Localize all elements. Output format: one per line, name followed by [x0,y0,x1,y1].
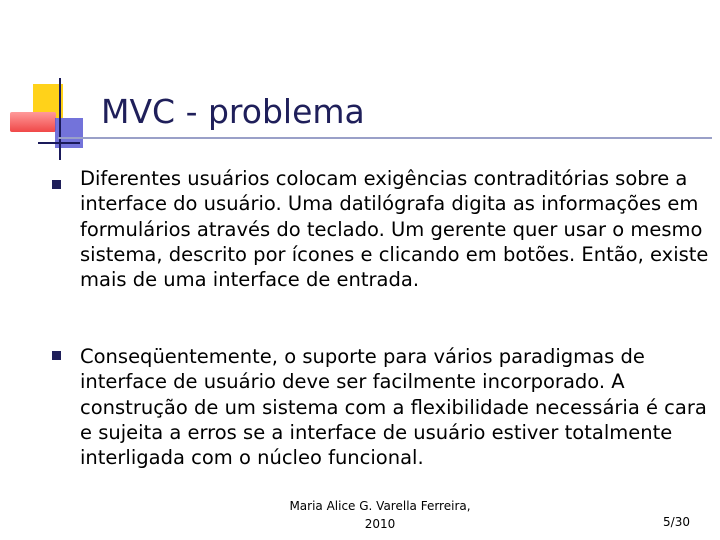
title-underline [58,137,712,139]
footer-author-line2: 2010 [364,517,396,531]
slide-title: MVC - problema [101,92,365,131]
bullet-marker [52,180,61,189]
footer-author [250,497,510,533]
footer-author-line1: Maria Alice G. Varella Ferreira, [289,499,471,513]
decor-red-bar [10,112,56,132]
page-number: 5/30 [663,515,690,529]
bullet-text: Conseqüentemente, o suporte para vários paradigmas de interface de usuário deve ser facilmente incorporado. A construção de um sistema com a flexibilidade necessária é cara e sujeita a erros se a interface de usuário estiver totalmente interligada com o núcleo funcional. [80,345,707,470]
bullet-text: Diferentes usuários colocam exigências contraditórias sobre a interface do usuário. Uma datilógrafa digita as informações em formulários através do teclado. Um gerente quer usar o mesmo sistema, descrito por ícones e clicando em botões. Então, existe mais de uma interface de entrada. [80,167,709,292]
bullet-marker [52,351,61,360]
decor-vertical-line [59,78,61,160]
decor-horizontal-line [38,142,80,144]
